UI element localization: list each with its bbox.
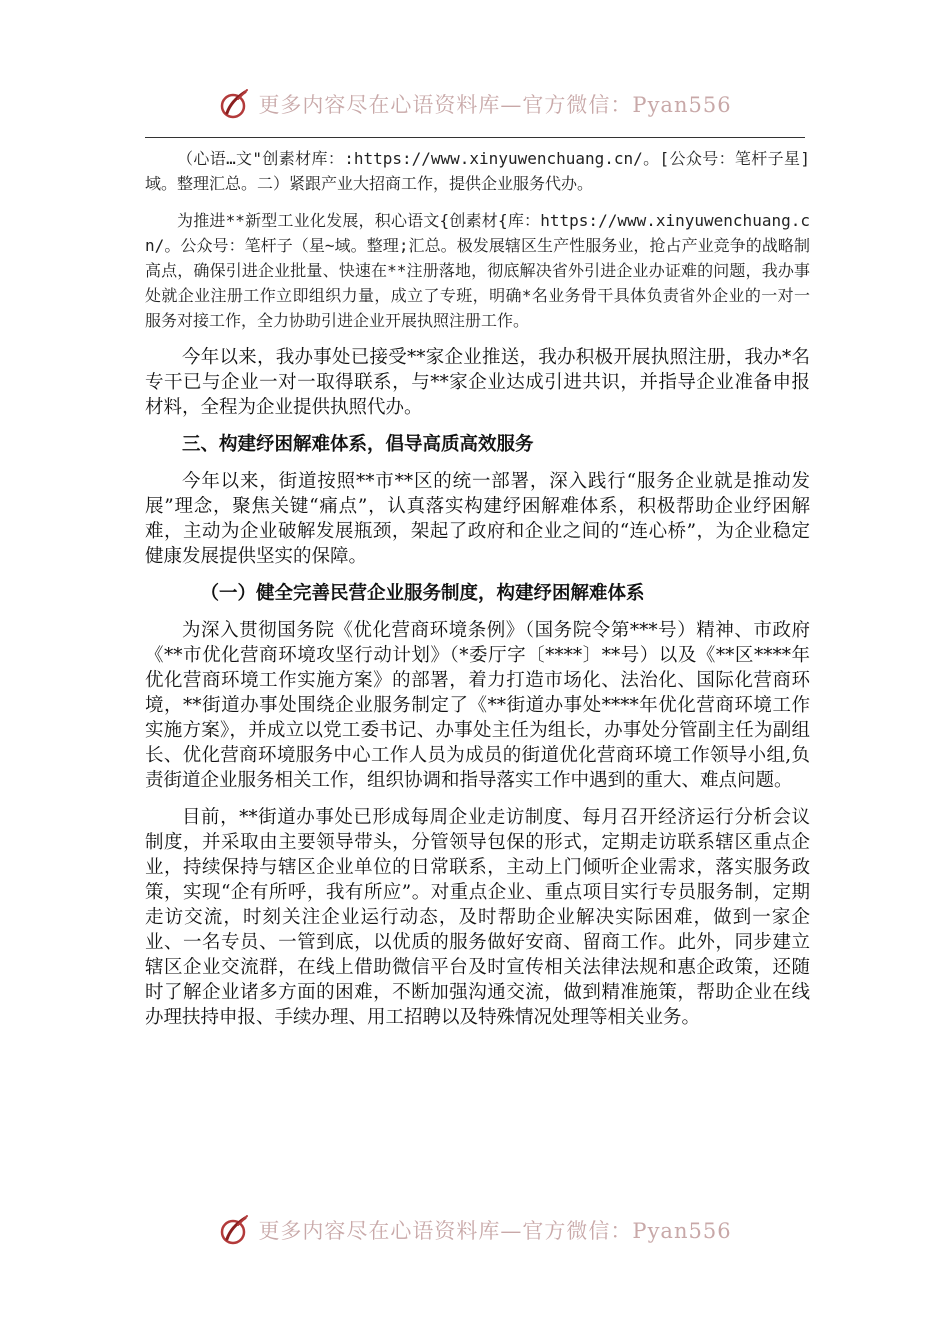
paragraph-6: 目前，**街道办事处已形成每周企业走访制度、每月召开经济运行分析会议制度，并采取由主要领导带头，分管领导包保的形式，定期走访联系辖区重点企业，持续保持与辖区企业单位的日常联系，主动上门倾听企业需求，落实服务政策，实现“企有所呼，我有所应”。对重点企业、重点项目实行专员服务制，定期走访交流，时刻关注企业运行动态，及时帮助企业解决实际困难，做到一家企业、一名专员、一管到底，以优质的服务做好安商、留商工作。此外，同步建立辖区企业交流群，在线上借助微信平台及时宣传相关法律法规和惠企政策，还随时了解企业诸多方面的困难，不断加强沟通交流，做到精准施策，帮助企业在线办理扶持申报、手续办理、用工招聘以及特殊情况处理等相关业务。 [145, 807, 810, 1028]
paragraph-5: 为深入贯彻国务院《优化营商环境条例》（国务院令第***号）精神、市政府《**市优化营商环境攻坚行动计划》（*委厅字〔****〕**号）以及《**区****年优化营商环境工作实施方案》的部署，着力打造市场化、法治化、国际化营商环境，**街道办事处围绕企业服务制定了《**街道办事处****年优化营商环境工作实施方案》，并成立以党工委书记、办事处主任为组长，办事处分管副主任为副组长、优化营商环境服务中心工作人员为成员的街道优化营商环境工作领导小组,负责街道企业服务相关工作，组织协调和指导落实工作中遇到的重大、难点问题。 [145, 620, 810, 791]
section-heading-3: 三、构建纾困解难体系，倡导高质高效服务 [182, 434, 534, 455]
brush-logo-icon [218, 87, 252, 121]
footer-banner-text: 更多内容尽在心语资料库—官方微信：Pyan556 [258, 1219, 732, 1243]
paragraph-1: （心语…文"创素材库：:https://www.xinyuwenchuang.cn/。[公众号：笔杆子星]域。整理汇总。二）紧跟产业大招商工作，提供企业服务代办。 [145, 149, 810, 193]
paragraph-2: 为推进**新型工业化发展，积心语文{创素材{库：https://www.xinyuwenchuang.cn/。公众号：笔杆子（星~域。整理;汇总。极发展辖区生产性服务业，抢占产业竞争的战略制高点，确保引进企业批量、快速在**注册落地，彻底解决省外引进企业办证难的问题，我办事处就企业注册工作立即组织力量，成立了专班，明确*名业务骨干具体负责省外企业的一对一服务对接工作，全力协助引进企业开展执照注册工作。 [145, 211, 810, 330]
header-banner-text: 更多内容尽在心语资料库—官方微信：Pyan556 [258, 93, 732, 117]
brush-logo-icon [218, 1213, 252, 1247]
header-divider [145, 137, 805, 138]
paragraph-4: 今年以来，街道按照**市**区的统一部署，深入践行“服务企业就是推动发展”理念，聚焦关键“痛点”，认真落实构建纾困解难体系，积极帮助企业纾困解难，主动为企业破解发展瓶颈，架起了政府和企业之间的“连心桥”，为企业稳定健康发展提供坚实的保障。 [145, 471, 810, 567]
subsection-heading-1: （一）健全完善民营企业服务制度，构建纾困解难体系 [200, 583, 645, 604]
footer-banner [0, 1210, 950, 1250]
header-banner [0, 84, 950, 124]
paragraph-3: 今年以来，我办事处已接受**家企业推送，我办积极开展执照注册，我办*名专干已与企业一对一取得联系，与**家企业达成引进共识，并指导企业准备申报材料，全程为企业提供执照代办。 [145, 347, 810, 418]
document-body [145, 146, 810, 1042]
